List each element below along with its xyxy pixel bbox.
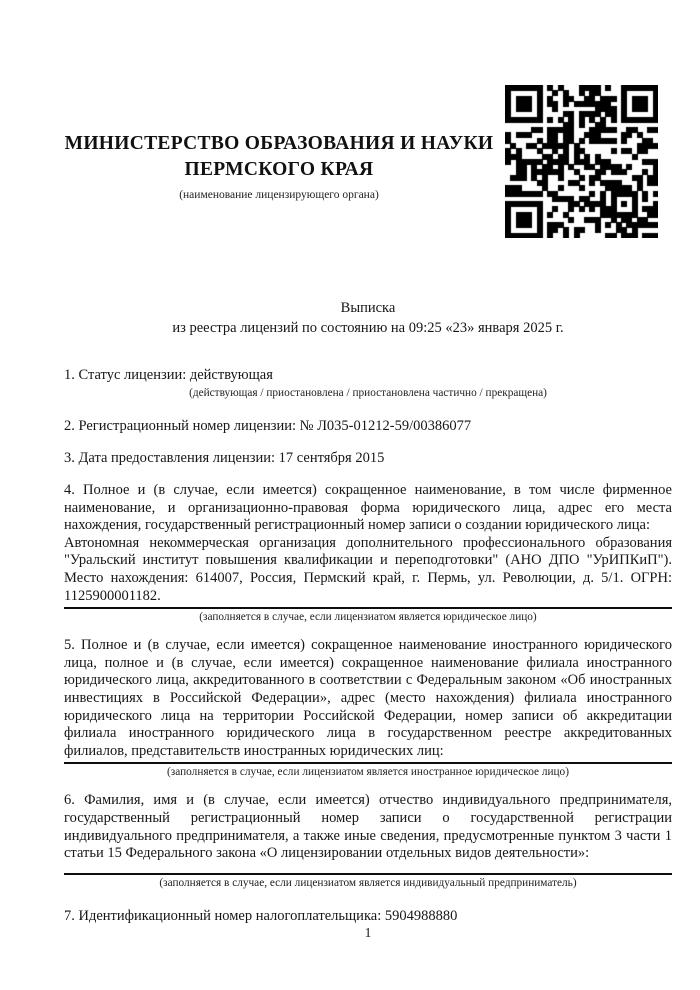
authority-caption: (наименование лицензирующего органа) xyxy=(179,189,379,201)
item-6-fill-line xyxy=(64,873,672,875)
qr-code-icon xyxy=(505,85,658,238)
item-5-caption: (заполняется в случае, если лицензиатом является иностранное юридическое лицо) xyxy=(167,766,569,779)
document-title-line2: из реестра лицензий по состоянию на 09:25 «23» января 2025 г. xyxy=(172,320,564,336)
document-title-line1: Выписка xyxy=(340,300,396,316)
licensing-authority-header xyxy=(53,131,505,202)
item-5-foreign-entity-label: 5. Полное и (в случае, если имеется) сокращенное наименование иностранного юридического лица, полное и (в случае, если имеется) сокращенное наименование филиала иностранного юридического лица, аккредитованного в соответствии с Федеральным законом «Об иностранных инвестициях в Российской Федерации», адрес (место нахождения) филиала иностранного юридического лица на территории Российской Федерации, номер записи об аккредитации филиала иностранного юридического лица в государственном реестре аккредитованных филиалов, представительств иностранных юридических лиц: xyxy=(64,637,672,759)
item-4-caption: (заполняется в случае, если лицензиатом является юридическое лицо) xyxy=(199,611,537,624)
page-number: 1 xyxy=(364,926,372,941)
item-1-caption: (действующая / приостановлена / приостановлена частично / прекращена) xyxy=(189,387,547,399)
authority-name-line1: МИНИСТЕРСТВО ОБРАЗОВАНИЯ И НАУКИ xyxy=(64,133,494,154)
item-7-taxpayer-number: 7. Идентификационный номер налогоплательщика: 5904988880 xyxy=(64,907,458,924)
item-3-grant-date: 3. Дата предоставления лицензии: 17 сентября 2015 xyxy=(64,450,385,466)
item-6-entrepreneur-label: 6. Фамилия, имя и (в случае, если имеется) отчество индивидуального предпринимателя, государственный регистрационный номер записи о государственной регистрации индивидуального предпринимателя, а также иные сведения, предусмотренные пунктом 3 части 1 статьи 15 Федерального закона «О лицензировании отдельных видов деятельности»: xyxy=(64,792,672,862)
item-2-registration-number: 2. Регистрационный номер лицензии: № Л035-01212-59/00386077 xyxy=(64,418,472,434)
item-6-caption: (заполняется в случае, если лицензиатом является индивидуальный предприниматель) xyxy=(159,876,577,889)
item-4-legal-entity-value: Автономная некоммерческая организация дополнительного профессионального образования "Уральский институт повышения квалификации и переподготовки" (АНО ДПО "УрИПКиП"). Место нахождения: 614007, Россия, Пермский край, г. Пермь, ул. Революции, д. 5/1. ОГРН: 1125900001182. xyxy=(64,534,672,604)
item-1-license-status: 1. Статус лицензии: действующая xyxy=(64,367,273,383)
document-body xyxy=(64,298,672,926)
document-title xyxy=(64,298,672,338)
item-5-fill-line xyxy=(64,762,672,764)
item-4-legal-entity-label: 4. Полное и (в случае, если имеется) сокращенное наименование, в том числе фирменное наименование, и организационно-правовая форма юридического лица, адрес его места нахождения, государственный регистрационный номер записи о создании юридического лица: xyxy=(64,482,672,534)
authority-name-line2: ПЕРМСКОГО КРАЯ xyxy=(184,159,374,180)
item-4-fill-line xyxy=(64,607,672,609)
